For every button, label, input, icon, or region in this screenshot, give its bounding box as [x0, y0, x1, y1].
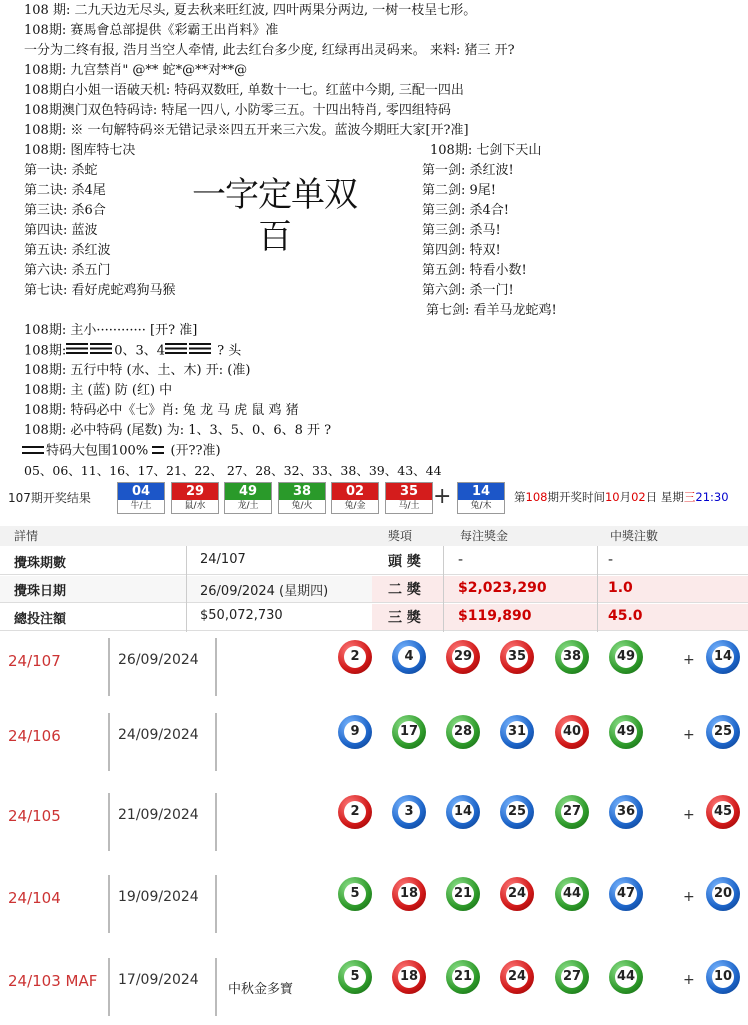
lottery-ball — [338, 960, 372, 994]
info-value: 24/107 — [200, 552, 246, 567]
prize-name: 二 獎 — [388, 582, 421, 598]
left-item: 第三诀: 杀6合 — [24, 203, 106, 218]
left-item: 第六诀: 杀五门 — [24, 263, 111, 278]
next-draw-text: 期开奖时间 — [547, 490, 605, 504]
lottery-ball — [555, 960, 589, 994]
ball-number: 24 — [506, 966, 528, 988]
result-ball — [278, 482, 326, 514]
ball-number: 44 — [615, 966, 637, 988]
info-label: 攪珠期數 — [14, 556, 67, 571]
result-zodiac: 兔/金 — [344, 501, 366, 511]
draw-history — [0, 632, 748, 997]
next-draw-prefix: 第 — [514, 490, 526, 504]
result-number: 35 — [386, 483, 432, 500]
result-zodiac: 马/土 — [398, 501, 420, 511]
lottery-ball — [392, 640, 426, 674]
separator — [108, 713, 110, 771]
ball-number: 2 — [344, 646, 366, 668]
details-header: 詳情 — [14, 529, 39, 543]
ball-number: 27 — [561, 801, 583, 823]
info-value: 26/09/2024 (星期四) — [200, 584, 329, 599]
right-item: 第二剑: 9尾! — [422, 183, 497, 198]
prize-amount: - — [458, 552, 464, 568]
info-label: 攪珠日期 — [14, 584, 67, 599]
draw-date: 26/09/2024 — [118, 652, 199, 668]
prize-winners: 45.0 — [608, 608, 643, 624]
prize-row — [372, 576, 748, 602]
special-ball — [706, 795, 740, 829]
lottery-ball — [446, 640, 480, 674]
left-item: 第四诀: 蓝波 — [24, 223, 98, 238]
triple-bar-icon — [66, 342, 114, 360]
big-title: 一字定单双 — [192, 175, 357, 215]
draw-period: 24/107 — [8, 652, 61, 670]
head-line-numbers: 0、3、4 — [114, 343, 166, 359]
draw-row — [0, 952, 748, 1025]
separator — [215, 793, 217, 851]
ball-number: 9 — [344, 721, 366, 743]
draw-period: 24/104 — [8, 889, 61, 907]
lottery-ball — [392, 960, 426, 994]
prize-amount: $119,890 — [458, 608, 532, 624]
lottery-ball — [446, 715, 480, 749]
ball-number: 25 — [506, 801, 528, 823]
ball-number: 45 — [712, 801, 734, 823]
ball-number: 40 — [561, 721, 583, 743]
draw-period: 24/105 — [8, 807, 61, 825]
double-bar-icon — [152, 442, 166, 460]
draw-date: 19/09/2024 — [118, 889, 199, 905]
next-draw-time: 21:30 — [695, 490, 729, 504]
lottery-ball — [338, 715, 372, 749]
result-number: 49 — [225, 483, 271, 500]
draw-row — [0, 787, 748, 860]
winners-header: 中獎注數 — [610, 529, 659, 543]
triple-bar-icon — [165, 342, 213, 360]
ball-number: 5 — [344, 966, 366, 988]
lottery-ball — [609, 715, 643, 749]
lottery-ball — [555, 877, 589, 911]
ball-number: 14 — [712, 646, 734, 668]
result-ball — [331, 482, 379, 514]
special-ball — [706, 960, 740, 994]
plus-sign: + — [683, 807, 695, 823]
ball-number: 3 — [398, 801, 420, 823]
ball-number: 4 — [398, 646, 420, 668]
ball-number: 49 — [615, 646, 637, 668]
lottery-ball — [500, 640, 534, 674]
prize-name: 頭 獎 — [388, 554, 421, 570]
result-ball — [171, 482, 219, 514]
prediction-text-block — [0, 0, 748, 480]
ball-number: 47 — [615, 883, 637, 905]
ball-number: 21 — [452, 966, 474, 988]
ball-number: 36 — [615, 801, 637, 823]
result-zodiac: 鼠/水 — [184, 501, 206, 511]
ball-number: 18 — [398, 966, 420, 988]
right-item: 第一剑: 杀红波! — [422, 163, 514, 178]
baotu-suffix: (开??准) — [166, 443, 221, 459]
separator — [215, 713, 217, 771]
lottery-ball — [609, 877, 643, 911]
right-item: 第七剑: 看羊马龙蛇鸡! — [426, 303, 557, 318]
lottery-ball — [500, 795, 534, 829]
right-item: 第三剑: 杀4合! — [422, 203, 510, 218]
next-draw-month: 10 — [604, 490, 620, 504]
result-ball — [224, 482, 272, 514]
ball-number: 14 — [452, 801, 474, 823]
lottery-ball — [446, 795, 480, 829]
text-line: 108期: 九宫禁肖" @** 蛇*@**对**@ — [24, 63, 248, 78]
left-item: 第一诀: 杀蛇 — [24, 163, 98, 178]
plus-sign: + — [683, 889, 695, 905]
special-ball — [706, 715, 740, 749]
result-zodiac: 兔/火 — [291, 501, 313, 511]
result-zodiac: 龙/土 — [237, 501, 259, 511]
right-item: 第四剑: 特双! — [422, 243, 501, 258]
ball-number: 27 — [561, 966, 583, 988]
ball-number: 18 — [398, 883, 420, 905]
result-label: 107期开奖结果 — [8, 491, 91, 505]
result-number: 38 — [279, 483, 325, 500]
lottery-ball — [555, 795, 589, 829]
ball-number: 35 — [506, 646, 528, 668]
prize-winners: 1.0 — [608, 580, 633, 596]
ball-number: 20 — [712, 883, 734, 905]
prize-row — [372, 548, 748, 574]
next-draw-issue: 108 — [525, 490, 548, 504]
lottery-ball — [338, 640, 372, 674]
special-ball — [706, 640, 740, 674]
separator — [108, 793, 110, 851]
next-draw-text: 日 星期 — [645, 490, 684, 504]
plus-sign: + — [683, 727, 695, 743]
right-item: 第六剑: 杀一门! — [422, 283, 514, 298]
special-ball — [706, 877, 740, 911]
prize-header: 獎項 — [388, 529, 413, 543]
plus-sign: + — [683, 972, 695, 988]
ball-number: 28 — [452, 721, 474, 743]
right-item: 第五剑: 特看小数! — [422, 263, 527, 278]
draw-period: 24/106 — [8, 727, 61, 745]
separator — [215, 875, 217, 933]
text-line: 108 期: 二九天边无尽头, 夏去秋来旺红波, 四叶两果分两边, 一树一枝呈七形。 — [24, 3, 477, 18]
right-item: 第三剑: 杀马! — [422, 223, 501, 238]
separator — [108, 875, 110, 933]
prize-amount: $2,023,290 — [458, 580, 547, 596]
head-line — [24, 342, 241, 361]
ball-number: 24 — [506, 883, 528, 905]
draw-row — [0, 707, 748, 780]
ball-number: 49 — [615, 721, 637, 743]
ball-number: 5 — [344, 883, 366, 905]
next-draw-day: 02 — [631, 490, 646, 504]
plus-sign: + — [683, 652, 695, 668]
ball-number: 10 — [712, 966, 734, 988]
head-line-suffix: ? 头 — [213, 343, 242, 359]
text-line: 一分为二终有报, 浩月当空人牵情, 此去红台多少度, 红绿再出灵码来。 来料: 猪三 开? — [24, 43, 515, 58]
baotu-line — [22, 442, 221, 461]
separator — [215, 638, 217, 696]
left-item: 第二诀: 杀4尾 — [24, 183, 106, 198]
result-bar — [0, 480, 748, 515]
separator — [215, 958, 217, 1016]
text-line: 108期: 主 (蓝) 防 (红) 中 — [24, 383, 173, 398]
ball-number: 17 — [398, 721, 420, 743]
prize-row — [372, 604, 748, 630]
text-line: 108期: 赛馬會总部提供《彩霸王出肖料》准 — [24, 23, 279, 38]
lottery-ball — [446, 960, 480, 994]
double-bar-icon — [22, 442, 46, 460]
draw-row — [0, 632, 748, 705]
right-section-title: 108期: 七剑下天山 — [430, 143, 542, 158]
lottery-ball — [500, 877, 534, 911]
lottery-ball — [609, 960, 643, 994]
per-unit-header: 每注獎金 — [460, 529, 509, 543]
left-item: 第七诀: 看好虎蛇鸡狗马猴 — [24, 283, 176, 298]
lottery-ball — [392, 795, 426, 829]
result-zodiac: 牛/土 — [130, 501, 152, 511]
ball-number: 31 — [506, 721, 528, 743]
prize-table — [0, 526, 748, 632]
lottery-ball — [338, 877, 372, 911]
number-list: 05、06、11、16、17、21、22、 27、28、32、33、38、39、43、44 — [24, 463, 442, 478]
text-line: 108期: 特码必中《七》肖: 兔 龙 马 虎 鼠 鸡 猪 — [24, 403, 299, 418]
baotu-text: 特码大包围100% — [46, 443, 149, 459]
lottery-ball — [392, 877, 426, 911]
draw-period: 24/103 MAF — [8, 972, 98, 990]
lottery-ball — [338, 795, 372, 829]
text-line: 108期澳门双色特码诗: 特尾一四八, 小防零三五。十四出特肖, 零四组特码 — [24, 103, 451, 118]
result-ball — [117, 482, 165, 514]
text-line: 108期: 主小············ [开? 准] — [24, 323, 198, 338]
draw-note: 中秋金多寶 — [228, 982, 294, 997]
left-section-title: 108期: 图库特七决 — [24, 143, 136, 158]
result-number: 02 — [332, 483, 378, 500]
special-number: 14 — [458, 483, 504, 500]
separator — [108, 958, 110, 1016]
ball-number: 2 — [344, 801, 366, 823]
text-line: 108期: 必中特码 (尾数) 为: 1、3、5、0、6、8 开 ? — [24, 423, 332, 438]
ball-number: 25 — [712, 721, 734, 743]
special-result-ball — [457, 482, 505, 514]
lottery-ball — [500, 715, 534, 749]
lottery-ball — [609, 795, 643, 829]
result-number: 29 — [172, 483, 218, 500]
lottery-ball — [500, 960, 534, 994]
draw-date: 21/09/2024 — [118, 807, 199, 823]
ball-number: 29 — [452, 646, 474, 668]
result-number: 04 — [118, 483, 164, 500]
lottery-ball — [609, 640, 643, 674]
lottery-ball — [392, 715, 426, 749]
separator — [108, 638, 110, 696]
lottery-ball — [555, 640, 589, 674]
next-draw-info — [514, 489, 729, 505]
info-label: 總投注額 — [14, 612, 67, 627]
draw-row — [0, 869, 748, 942]
text-line: 108期: ※ 一句解特码※无错记录※四五开来三六发。蓝波今期旺大家[开?准] — [24, 123, 469, 138]
big-title-second: 百 — [258, 217, 291, 257]
prize-name: 三 獎 — [388, 610, 421, 626]
left-item: 第五诀: 杀红波 — [24, 243, 111, 258]
ball-number: 44 — [561, 883, 583, 905]
plus-sign: + — [433, 484, 452, 509]
draw-date: 24/09/2024 — [118, 727, 199, 743]
draw-date: 17/09/2024 — [118, 972, 199, 988]
ball-number: 38 — [561, 646, 583, 668]
next-draw-text: 月 — [619, 490, 632, 504]
next-draw-weekday: 三 — [683, 490, 696, 504]
special-zodiac: 兔/木 — [470, 501, 492, 511]
ball-number: 21 — [452, 883, 474, 905]
text-line: 108期: 五行中特 (水、土、木) 开: (准) — [24, 363, 251, 378]
info-value: $50,072,730 — [200, 608, 283, 623]
result-ball — [385, 482, 433, 514]
text-line: 108期白小姐一语破天机: 特码双数旺, 单数十一七。红蓝中今期, 三配一四出 — [24, 83, 464, 98]
prize-winners: - — [608, 552, 614, 568]
lottery-ball — [446, 877, 480, 911]
lottery-ball — [555, 715, 589, 749]
head-line-prefix: 108期: — [24, 343, 67, 359]
